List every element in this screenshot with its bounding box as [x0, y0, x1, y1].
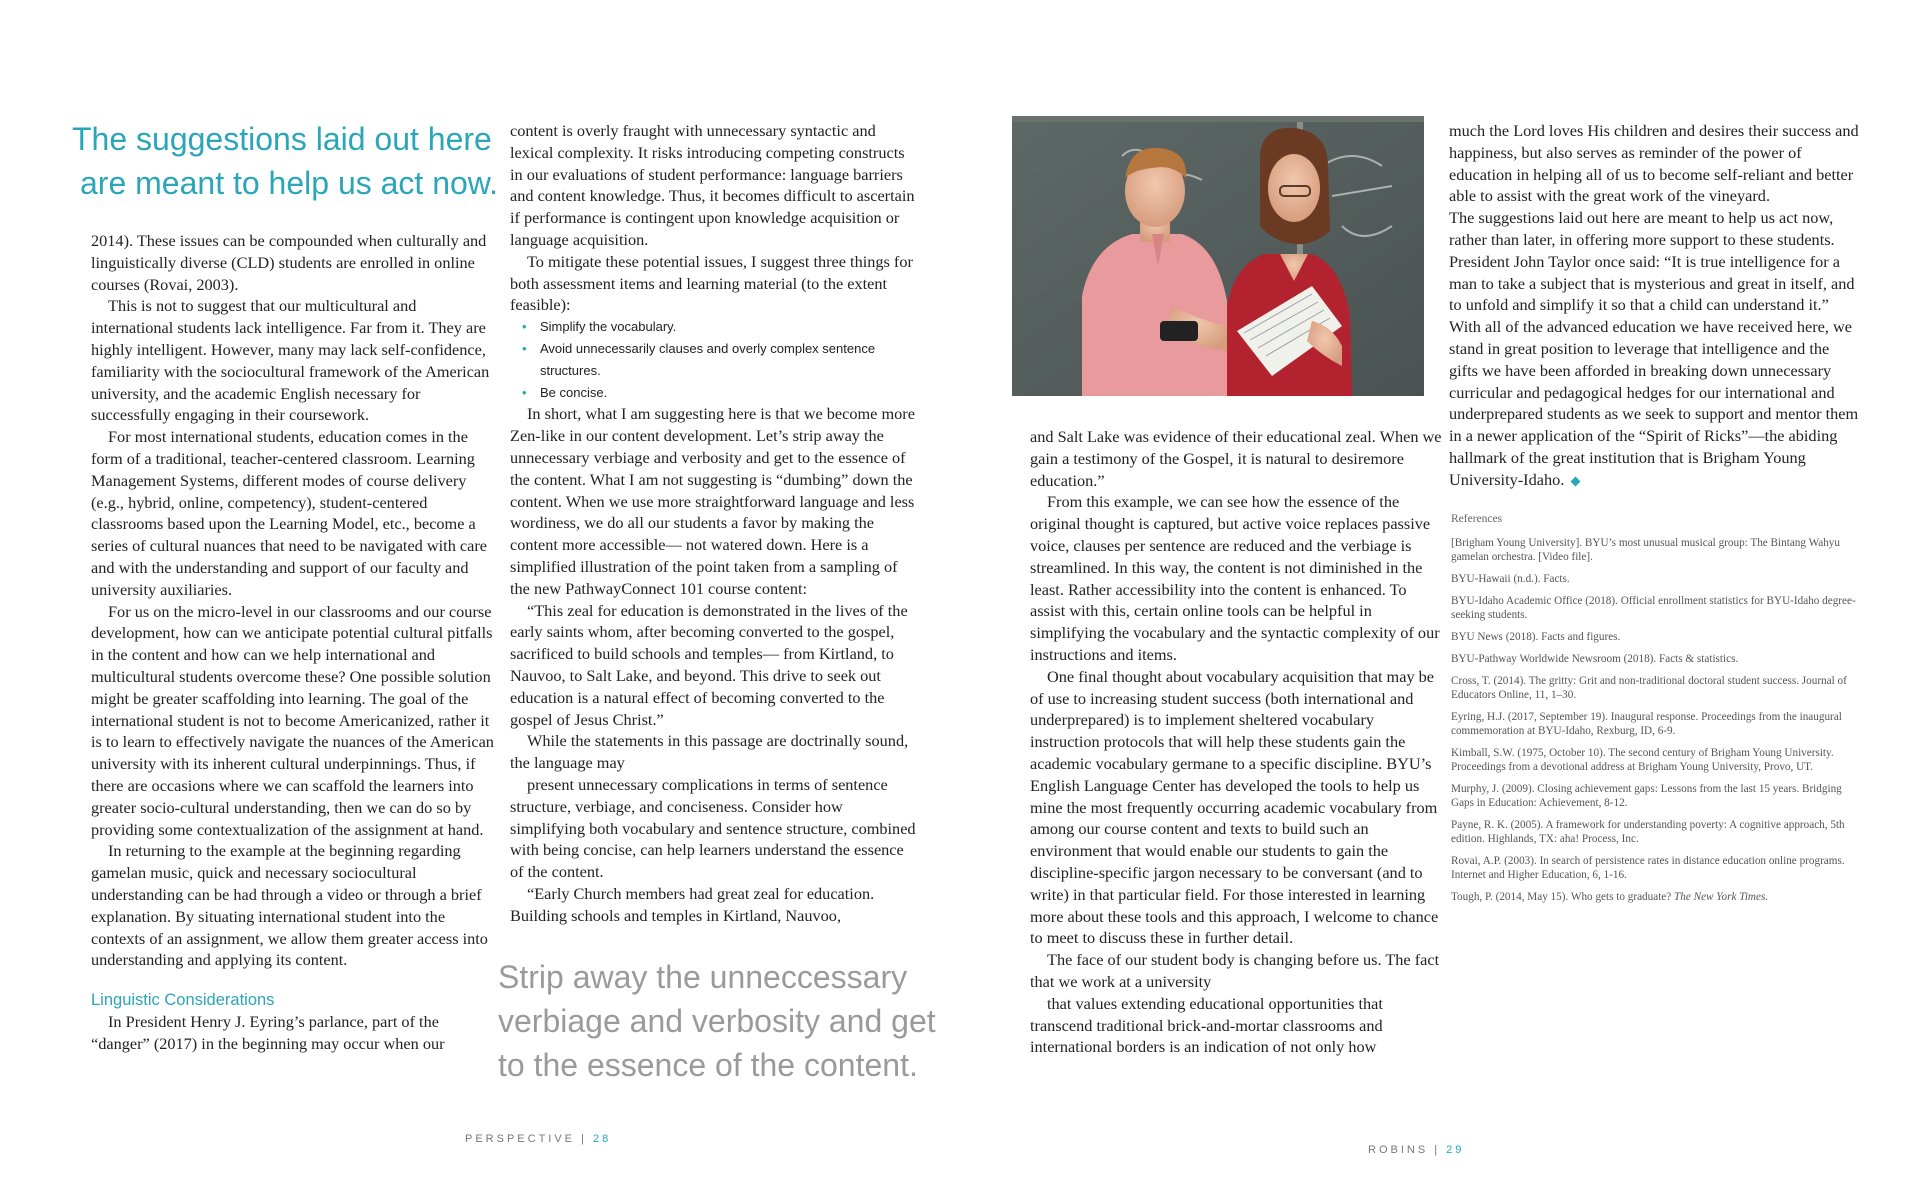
section-heading: Linguistic Considerations [91, 991, 275, 1010]
footer-left [465, 1133, 611, 1145]
reference-item: Cross, T. (2014). The gritty: Grit and non-traditional doctoral student success. Journal of Educators Online, 11, 1–30. [1451, 675, 1847, 701]
paragraph: While the statements in this passage are doctrinally sound, the language may [510, 731, 909, 773]
reference-item: BYU-Idaho Academic Office (2018). Official enrollment statistics for BYU-Idaho degree-seeking students. [1451, 595, 1856, 621]
footer-label: ROBINS [1368, 1144, 1429, 1156]
paragraph: For most international students, education comes in the form of a traditional, teacher-centered classroom. Learning Management Systems, different modes of course delivery (e.g., hybrid, online, competency), student-centered classrooms based upon the Learning Model, etc., become a series of cultural nuances that need to be navigated with care and with the understanding and support of our faculty and university auxiliaries. [91, 427, 488, 599]
paragraph: In President Henry J. Eyring’s parlance, part of the “danger” (2017) in the beginning may occur when our [91, 1012, 445, 1053]
page-number: 29 [1446, 1144, 1465, 1156]
pull-quote-bottom-line1: Strip away the unneccessary [498, 959, 908, 995]
paragraph: “This zeal for education is demonstrated in the lives of the early saints whom, after becoming converted to the gospel, sacrificed to build schools and temples— from Kirtland, to Nauvoo, to Salt Lake, and beyond. This drive to seek out education is a natural effect of becoming converted to the gospel of Jesus Christ.” [510, 600, 908, 729]
pull-quote-top-line1: The suggestions laid out here [72, 121, 492, 157]
column-4 [1449, 120, 1861, 491]
paragraph-end: The suggestions laid out here are meant to help us act now, rather than later, in offering more support to these students. President John Taylor once said: “It is true intelligence for a man to take a subject that is mysterious and great in itself, and to unfold and simplify it so that a child can understand it.” With all of the advanced education we have received here, we stand in great position to leverage that intelligence and the gifts we have been afforded in breaking down unnecessary curricular and pedagogical hedges for our international and underprepared students as we seek to support and mentor them in a newer application of the “Spirit of Ricks”—the abiding hallmark of the great institution that is Brigham Young University-Idaho. [1449, 208, 1859, 489]
bullet-icon: • [522, 384, 527, 400]
paragraph: and Salt Lake was evidence of their educational zeal. When we gain a testimony of the Gospel, it is natural to desiremore education.” [1030, 427, 1442, 490]
list-item: • Be concise. [510, 382, 920, 404]
classroom-photo [1012, 116, 1424, 396]
list-item: • Simplify the vocabulary. [510, 316, 920, 338]
pull-quote-top-line2: are meant to help us act now. [80, 165, 499, 201]
page-number: 28 [593, 1133, 612, 1145]
bullet-list [510, 316, 920, 403]
paragraph: One final thought about vocabulary acquisition that may be of use to increasing student success (both international and underprepared) is to implement sheltered vocabulary instruction protocols that will help these students gain the academic vocabulary germane to a specific discipline. BYU’s English Language Center has developed the tools to help us mine the most frequently occurring academic vocabulary from among our course content and texts to build such an environment that would enable our students to gain the discipline-specific jargon necessary to be conversant (and to write) in that particular field. For those interested in learning more about these tools and this approach, I welcome to chance to meet to discuss these in further detail. [1030, 666, 1439, 948]
pull-quote-bottom-line3: to the essence of the content. [498, 1047, 918, 1083]
pull-quote-bottom-line2: verbiage and verbosity and get [498, 1003, 936, 1039]
paragraph: From this example, we can see how the essence of the original thought is captured, but active voice replaces passive voice, clauses per sentence are reduced and the verbiage is streamlined. In this way, the content is not diminished in the least. Rather accessibility into the content is enhanced. To assist with this, certain online tools can be helpful in simplifying the vocabulary and the syntactic complexity of our instructions and items. [1030, 492, 1440, 664]
reference-item: Kimball, S.W. (1975, October 10). The second century of Brigham Young University. Proceedings from a devotional address at Brigham Young University, Provo, UT. [1451, 747, 1834, 773]
paragraph: This is not to suggest that our multicultural and international students lack intelligence. Far from it. They are highly intelligent. However, many may lack self-confidence, familiarity with the sociocultural framework of the American university, and the academic English necessary for successfully engaging in their coursework. [91, 296, 490, 425]
footer-label: PERSPECTIVE [465, 1133, 576, 1145]
paragraph: that values extending educational opportunities that transcend traditional brick-and-mortar classrooms and international borders is an indication of not only how [1030, 993, 1383, 1057]
paragraph: much the Lord loves His children and desires their success and happiness, but also serves as reminder of the power of education in helping all of us to become self-reliant and better able to assist with the great work of the vineyard. [1449, 121, 1859, 206]
footer-separator: | [1434, 1144, 1441, 1156]
paragraph: In returning to the example at the beginning regarding gamelan music, quick and necessary sociocultural understanding can be had through a video or through a brief explanation. By situating international student into the contexts of an assignment, we allow them greater access into understanding and applying its content. [91, 841, 488, 970]
reference-item: BYU-Hawaii (n.d.). Facts. [1451, 573, 1570, 585]
column-3 [1030, 426, 1442, 1058]
paragraph: present unnecessary complications in terms of sentence structure, verbiage, and conciseness. Consider how simplifying both vocabulary and sentence structure, combined with being concise, can help learners understand the essence of the content. [510, 774, 916, 882]
pull-quote-top [72, 117, 512, 205]
reference-item: Payne, R. K. (2005). A framework for understanding poverty: A cognitive approach, 5th edition. Highlands, TX: aha! Process, Inc. [1451, 819, 1845, 845]
paragraph: To mitigate these potential issues, I suggest three things for both assessment items and learning material (to the extent feasible): [510, 251, 913, 315]
reference-item: Rovai, A.P. (2003). In search of persistence rates in distance education online programs. Internet and Higher Education, 6, 1-16. [1451, 855, 1845, 881]
reference-item: Eyring, H.J. (2017, September 19). Inaugural response. Proceedings from the inaugural commemoration at BYU-Idaho, Rexburg, ID, 6-9. [1451, 711, 1842, 737]
paragraph: “Early Church members had great zeal for education. Building schools and temples in Kirtland, Nauvoo, [510, 883, 875, 925]
paragraph: 2014). These issues can be compounded when culturally and linguistically diverse (CLD) students are enrolled in online courses (Rovai, 2003). [91, 231, 487, 294]
bullet-icon: • [522, 319, 527, 335]
reference-item: BYU News (2018). Facts and figures. [1451, 631, 1621, 643]
paragraph: For us on the micro-level in our classrooms and our course development, how can we anticipate potential cultural pitfalls in the content and how can we help international and multicultural students overcome these? One possible solution might be greater scaffolding into learning. The goal of the international student is not to become Americanized, rather it is to learn to effectively navigate the nuances of the American university with its inherent cultural underpinnings. Thus, if there are occasions where we can scaffold the learners into greater socio-cultural understanding, then we can do so by providing some contextualization of the assignment at hand. [91, 601, 494, 839]
footer-separator: | [581, 1133, 587, 1145]
column-1 [91, 230, 501, 1055]
end-mark-icon [1571, 476, 1581, 486]
references [1451, 512, 1861, 912]
reference-item: Tough, P. (2014, May 15). Who gets to graduate? The New York Times. [1451, 891, 1769, 903]
footer-right [1368, 1144, 1464, 1156]
references-heading: References [1451, 513, 1503, 525]
column-2 [510, 120, 920, 926]
paragraph: In short, what I am suggesting here is that we become more Zen-like in our content development. Let’s strip away the unnecessary verbiage and verbosity and get to the essence of the content. What I am not suggesting is “dumbing” down the content. When we use more straightforward language and less wordiness, we do all our students a favor by making the content more accessible— not watered down. Here is a simplified illustration of the point taken from a sampling of the new PathwayConnect 101 course content: [510, 404, 915, 598]
bullet-icon: • [522, 340, 527, 356]
reference-item: BYU-Pathway Worldwide Newsroom (2018). Facts & statistics. [1451, 653, 1739, 665]
reference-item: Murphy, J. (2009). Closing achievement gaps: Lessons from the last 15 years. Bridging Gaps in Education: Achievement, 8-12. [1451, 783, 1842, 809]
list-item: • Avoid unnecessarily clauses and overly complex sentence structures. [510, 338, 920, 382]
paragraph: content is overly fraught with unnecessary syntactic and lexical complexity. It risks introducing competing constructs in our evaluations of student performance: language barriers and content knowledge. Thus, it becomes difficult to ascertain if performance is contingent upon knowledge acquisition or language acquisition. [510, 121, 915, 249]
classroom-photo-image [1012, 116, 1424, 396]
reference-item: [Brigham Young University]. BYU’s most unusual musical group: The Bintang Wahyu gamelan orchestra. [Video file]. [1451, 537, 1840, 563]
pull-quote-bottom [498, 955, 948, 1087]
paragraph: The face of our student body is changing before us. The fact that we work at a university [1030, 950, 1440, 991]
